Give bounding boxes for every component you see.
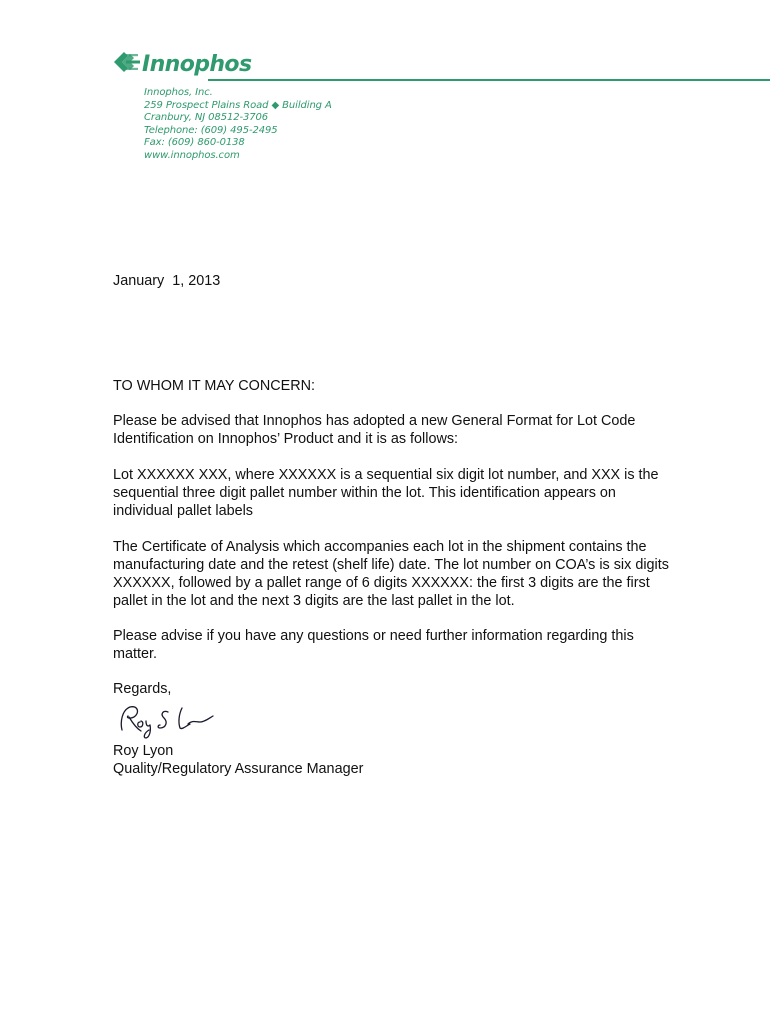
handwritten-signature — [116, 700, 220, 740]
address-line: Fax: (609) 860-0138 — [144, 137, 245, 149]
signer-name: Roy Lyon — [113, 743, 174, 759]
letterhead — [0, 0, 770, 170]
company-logo — [112, 44, 262, 82]
company-address — [144, 87, 332, 163]
website-link[interactable]: www.innophos.com — [144, 149, 240, 161]
paragraph: Please advise if you have any questions or need further information regarding this matter. — [113, 628, 634, 662]
salutation: TO WHOM IT MAY CONCERN: — [113, 378, 316, 394]
closing: Regards, — [113, 681, 172, 697]
address-line: Telephone: (609) 495-2495 — [144, 124, 278, 136]
paragraph: Lot XXXXXX XXX, where XXXXXX is a sequential six digit lot number, and XXX is the sequential three digit pallet number within the lot. This identification appears on individual pallet labels — [113, 467, 659, 519]
signer-title: Quality/Regulatory Assurance Manager — [113, 761, 364, 777]
header-rule — [208, 79, 770, 81]
innophos-logo-icon — [112, 44, 262, 82]
paragraph: Please be advised that Innophos has adopted a new General Format for Lot Code Identification on Innophos’ Product and it is as follows: — [113, 413, 636, 447]
svg-text:Innophos: Innophos — [142, 52, 252, 77]
address-line: Innophos, Inc. — [144, 87, 213, 98]
address-line: 259 Prospect Plains Road ◆ Building A — [144, 99, 332, 111]
letter-date: January 1, 2013 — [113, 273, 221, 289]
address-line: Cranbury, NJ 08512-3706 — [144, 112, 269, 124]
paragraph: The Certificate of Analysis which accompanies each lot in the shipment contains the manufacturing date and the retest (shelf life) date. The lot number on COA’s is six digits XXXXXX, followed by a pallet range of 6 digits XXXXXX: the first 3 digits are the first pallet in the lot and the next 3 digits are the last pallet in the lot. — [113, 539, 669, 609]
